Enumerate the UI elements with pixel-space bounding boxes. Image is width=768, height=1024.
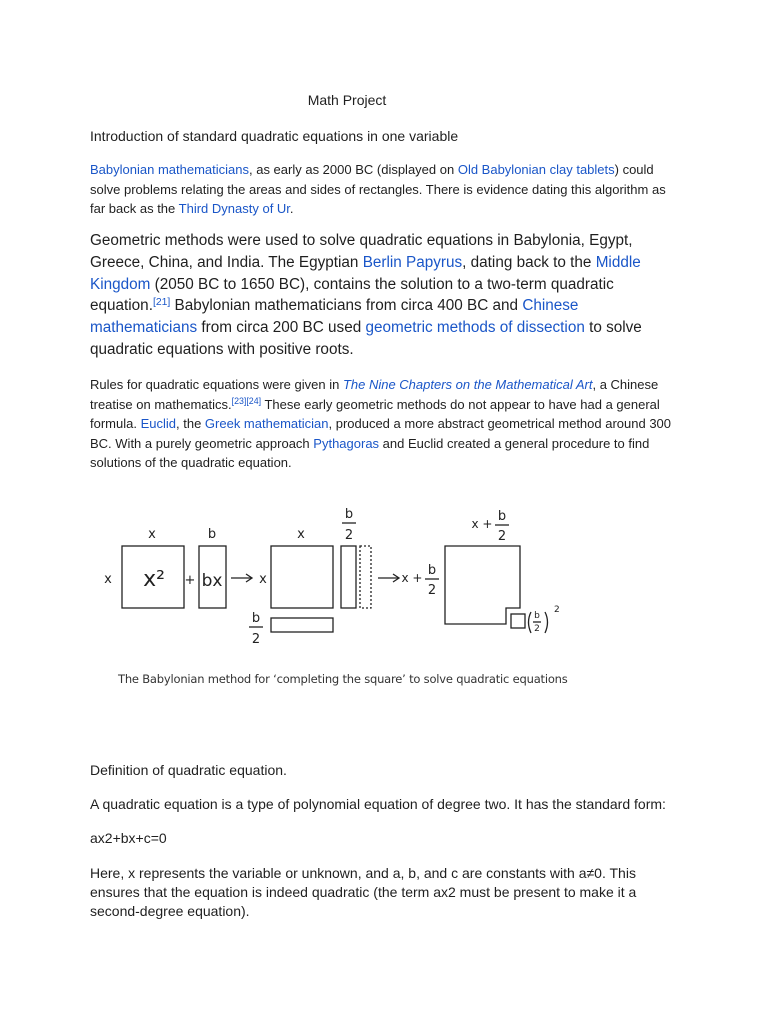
label-x-top-1: x <box>148 527 156 542</box>
definition-paragraph: A quadratic equation is a type of polynomial equation of degree two. It has the standard form: <box>90 796 666 812</box>
label-x-plus-top: x + <box>471 517 493 531</box>
completing-square-diagram <box>90 500 590 700</box>
paragraph-geometric-methods: Geometric methods were used to solve quadratic equations in Babylonia, Egypt, Greece, China, and India. The Egyptian Berlin Papyrus, dating back to the Middle Kingdom (2050 BC to 1650 BC), contains the solution to a two-term quadratic equation.[21] Babylonian mathematicians from circa 400 BC and Chinese mathematicians from circa 200 BC used geometric methods of dissection to solve quadratic equations with positive roots. <box>90 232 642 358</box>
definition-heading: Definition of quadratic equation. <box>90 762 287 778</box>
link-middle-kingdom[interactable]: Middle Kingdom <box>90 253 641 293</box>
link-euclid[interactable]: Euclid <box>140 416 176 431</box>
label-x-left-1: x <box>104 572 112 587</box>
link-greek-mathematician[interactable]: Greek mathematician <box>204 416 329 431</box>
label-b-frac-top: b <box>344 507 354 522</box>
label-x-plus-left: x + <box>401 571 423 585</box>
label-bx: bx <box>201 571 223 591</box>
label-x-left-2: x <box>259 572 267 587</box>
link-third-dynasty-of-ur[interactable]: Third Dynasty of Ur <box>178 201 290 216</box>
label-b-frac-top2: b <box>497 509 507 524</box>
label-2-frac-bottom: 2 <box>251 632 261 647</box>
ref-23[interactable]: [23] <box>231 395 247 406</box>
label-2-frac-top2: 2 <box>497 529 507 544</box>
label-2-frac-top: 2 <box>344 528 354 543</box>
ref-21[interactable]: [21] <box>152 296 171 308</box>
label-plus: + <box>184 573 196 588</box>
label-x-top-2: x <box>297 527 305 542</box>
label-2-frac-left: 2 <box>427 583 437 598</box>
paragraph-nine-chapters: Rules for quadratic equations were given in The Nine Chapters on the Mathematical Art, a Chinese treatise on mathematics.[23][24] These early geometric methods do not appear to have had a general formula. Euclid, the Greek mathematician, produced a more abstract geometrical method around 300 BC. With a purely geometric approach Pythagoras and Euclid created a general procedure to find solutions of the quadratic equation. <box>90 377 672 470</box>
label-b-frac-bottom: b <box>251 611 261 626</box>
label-b-frac-left: b <box>427 563 437 578</box>
page-title: Math Project <box>307 92 387 108</box>
ref-24[interactable]: [24] <box>246 395 262 406</box>
link-pythagoras[interactable]: Pythagoras <box>313 435 380 451</box>
link-geometric-methods-of-dissection[interactable]: geometric methods of dissection <box>365 319 585 337</box>
link-nine-chapters[interactable]: The Nine Chapters on the Mathematical Art <box>342 377 593 392</box>
link-old-babylonian-clay-tablets[interactable]: Old Babylonian clay tablets <box>457 162 615 177</box>
label-2-small: 2 <box>534 624 540 634</box>
label-b-small: b <box>534 611 540 621</box>
standard-form-formula: ax2+bx+c=0 <box>90 830 167 846</box>
label-sq-exponent: 2 <box>554 605 560 615</box>
link-berlin-papyrus[interactable]: Berlin Papyrus <box>362 253 463 271</box>
link-chinese-mathematicians[interactable]: Chinese mathematicians <box>90 297 579 337</box>
intro-heading: Introduction of standard quadratic equations in one variable <box>90 128 459 144</box>
link-babylonian-mathematicians[interactable]: Babylonian mathematicians <box>90 162 249 177</box>
figure-caption: The Babylonian method for ‘completing the square’ to solve quadratic equations <box>118 672 568 686</box>
label-b-top-1: b <box>207 527 217 542</box>
label-x-squared: x² <box>143 567 165 592</box>
definition-explanation: Here, x represents the variable or unknown, and a, b, and c are constants with a≠0. This ensures that the equation is indeed quadratic (the term ax2 must be present to make it a second-degree equation). <box>90 865 637 919</box>
paragraph-babylonian: Babylonian mathematicians, as early as 2000 BC (displayed on Old Babylonian clay tablets) could solve problems relating the areas and sides of rectangles. There is evidence dating this algorithm as far back as the Third Dynasty of Ur. <box>90 162 666 216</box>
